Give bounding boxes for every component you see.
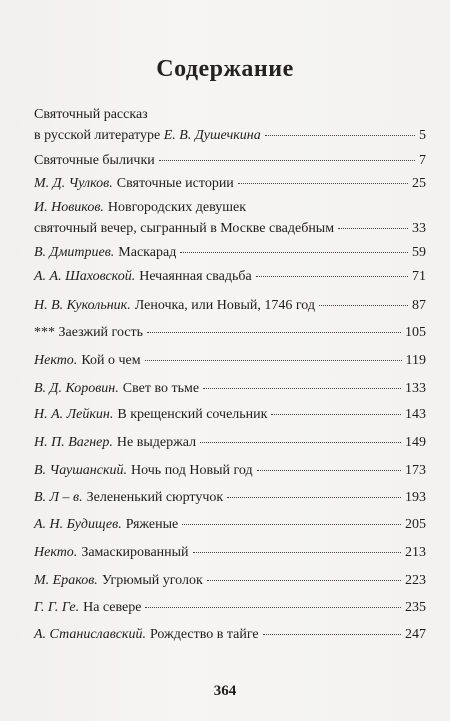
- entry-page: 193: [405, 490, 426, 505]
- toc-entry: [34, 297, 426, 314]
- toc-entry: [34, 324, 426, 341]
- entry-page: 173: [405, 463, 426, 478]
- entry-work: Кой о чем: [81, 353, 141, 368]
- toc-entry: [34, 352, 426, 369]
- toc-entry: [34, 380, 426, 397]
- toc-entry: [34, 489, 426, 506]
- entry-work: Леночка, или Новый, 1746 год: [134, 298, 316, 313]
- entry-author: М. Ераков.: [34, 573, 98, 588]
- entry-work: Рождество в тайге: [149, 627, 259, 642]
- leader-dots: [159, 160, 415, 161]
- entry-page: 5: [419, 128, 426, 143]
- toc-entry: [34, 268, 426, 285]
- entry-author: Н. А. Лейкин.: [34, 407, 114, 422]
- toc-entry: [34, 462, 426, 479]
- entry-title-line1: Святочный рассказ: [34, 107, 148, 122]
- entry-author: В. Чаушанский.: [34, 463, 128, 478]
- entry-page: 223: [405, 573, 426, 588]
- entry-author: Некто.: [34, 353, 78, 368]
- leader-dots: [203, 388, 401, 389]
- entry-author: В. Дмитриев.: [34, 245, 115, 260]
- leader-dots: [227, 497, 401, 498]
- leader-dots: [182, 524, 401, 525]
- entry-author: В. Д. Коровин.: [34, 381, 119, 396]
- entry-author: Некто.: [34, 545, 78, 560]
- entry-author: И. Новиков.: [34, 200, 104, 215]
- entry-work: Нечаянная свадьба: [139, 269, 252, 284]
- entry-page: 119: [405, 353, 426, 368]
- entry-author: А. А. Шаховской.: [34, 269, 136, 284]
- entry-work: Замаскированный: [81, 545, 189, 560]
- toc-entry: [34, 626, 426, 643]
- entry-subtitle: в русской литературе Е. В. Душечкина: [34, 128, 261, 143]
- toc-entry: [34, 106, 426, 144]
- leader-dots: [193, 552, 401, 553]
- page-number: 364: [213, 683, 237, 699]
- entry-page: 205: [405, 517, 426, 532]
- leader-dots: [207, 580, 401, 581]
- leader-dots: [147, 332, 401, 333]
- entry-work: Ряженые: [125, 517, 179, 532]
- page-title: Содержание: [156, 56, 294, 82]
- entry-page: 213: [405, 545, 426, 560]
- entry-author: Г. Г. Ге.: [34, 600, 80, 615]
- entry-work: Маскарад: [118, 245, 177, 260]
- entry-author: Н. В. Кукольник.: [34, 298, 131, 313]
- entry-work: В крещенский сочельник: [117, 407, 268, 422]
- entry-page: 149: [405, 435, 426, 450]
- entry-work: *** Заезжий гость: [34, 325, 144, 340]
- entry-page: 87: [412, 298, 426, 313]
- toc-entry: [34, 572, 426, 589]
- entry-page: 33: [412, 221, 426, 236]
- toc-entry: [34, 152, 426, 169]
- entry-author: В. Л – в.: [34, 490, 83, 505]
- entry-page: 59: [412, 245, 426, 260]
- entry-author: М. Д. Чулков.: [34, 176, 113, 191]
- entry-work: Святочные былички: [34, 153, 155, 168]
- entry-page: 105: [405, 325, 426, 340]
- entry-work: Угрюмый уголок: [101, 573, 203, 588]
- toc-entry: [34, 516, 426, 533]
- entry-work: На севере: [83, 600, 142, 615]
- entry-page: 235: [405, 600, 426, 615]
- leader-dots: [200, 442, 401, 443]
- toc-entry: [34, 199, 426, 237]
- entry-page: 247: [405, 627, 426, 642]
- entry-page: 7: [419, 153, 426, 168]
- leader-dots: [319, 305, 408, 306]
- entry-work: Ночь под Новый год: [131, 463, 253, 478]
- entry-page: 143: [405, 407, 426, 422]
- leader-dots: [145, 360, 402, 361]
- leader-dots: [265, 135, 415, 136]
- entry-page: 71: [412, 269, 426, 284]
- entry-author: Е. В. Душечкина: [163, 128, 261, 143]
- leader-dots: [180, 252, 408, 253]
- entry-author: А. Н. Будищев.: [34, 517, 122, 532]
- entry-author: Н. П. Вагнер.: [34, 435, 113, 450]
- entry-author: А. Станиславский.: [34, 627, 146, 642]
- entry-work: Зелененький сюртучок: [86, 490, 224, 505]
- entry-work: святочный вечер, сыгранный в Москве свадебным: [34, 221, 335, 236]
- toc-entry: [34, 544, 426, 561]
- entry-work: Святочные истории: [116, 176, 234, 191]
- entry-title-line1: Новгородских девушек: [107, 200, 246, 215]
- entry-page: 25: [412, 176, 426, 191]
- entry-work: Не выдержал: [116, 435, 197, 450]
- leader-dots: [263, 634, 401, 635]
- leader-dots: [238, 183, 408, 184]
- leader-dots: [256, 276, 408, 277]
- leader-dots: [145, 607, 401, 608]
- toc-entry: [34, 434, 426, 451]
- toc-entry: [34, 599, 426, 616]
- leader-dots: [271, 414, 401, 415]
- toc-entry: [34, 406, 426, 423]
- entry-page: 133: [405, 381, 426, 396]
- toc-entry: [34, 244, 426, 261]
- entry-work: Свет во тьме: [122, 381, 200, 396]
- leader-dots: [338, 228, 408, 229]
- leader-dots: [257, 470, 401, 471]
- toc-entry: [34, 175, 426, 192]
